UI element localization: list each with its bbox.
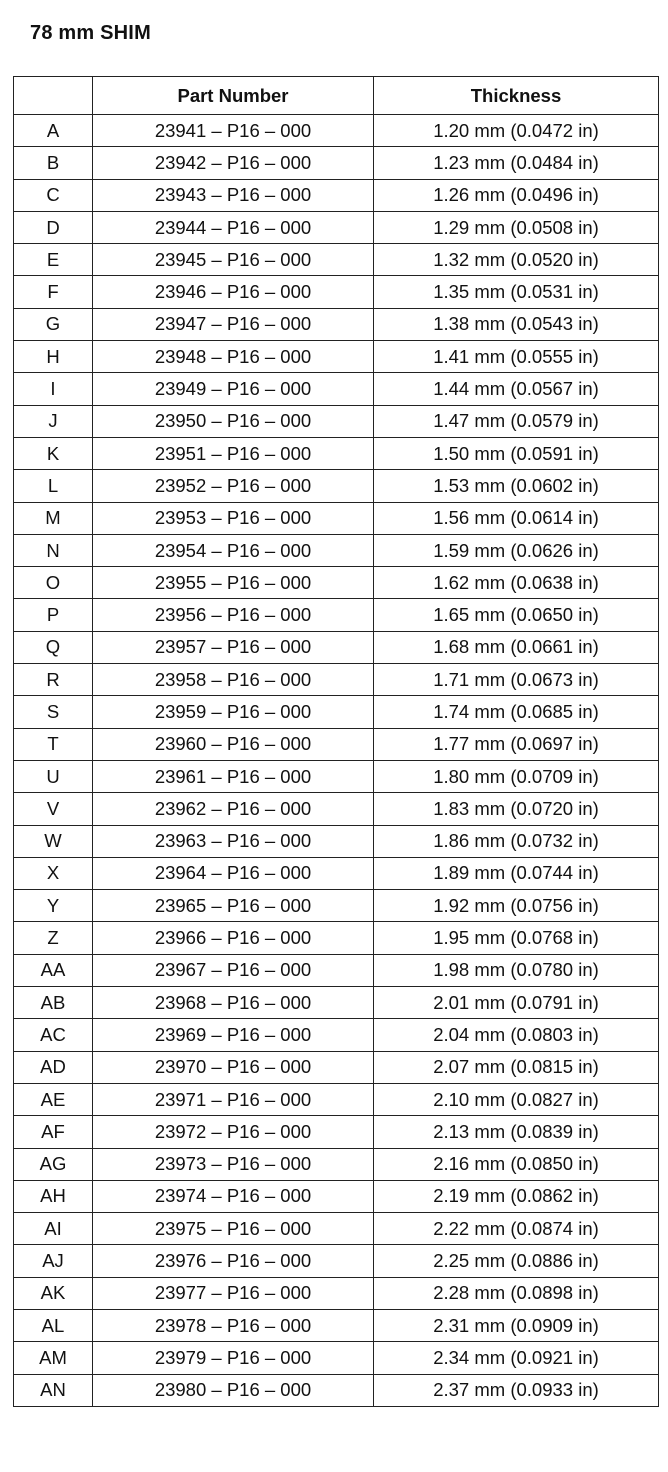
- table-row: [14, 1309, 659, 1341]
- table-row: [14, 631, 659, 663]
- part-number-cell: 23975 – P16 – 000: [93, 1213, 374, 1245]
- part-number-cell: 23964 – P16 – 000: [93, 857, 374, 889]
- table-row: [14, 437, 659, 469]
- shim-code-cell: AH: [14, 1180, 93, 1212]
- shim-code-cell: S: [14, 696, 93, 728]
- header-thickness: Thickness: [374, 77, 659, 115]
- table-row: [14, 664, 659, 696]
- table-row: [14, 1245, 659, 1277]
- thickness-cell: 1.92 mm (0.0756 in): [374, 890, 659, 922]
- table-row: [14, 341, 659, 373]
- shim-code-cell: AD: [14, 1051, 93, 1083]
- thickness-cell: 2.31 mm (0.0909 in): [374, 1309, 659, 1341]
- table-row: [14, 534, 659, 566]
- table-row: [14, 1148, 659, 1180]
- thickness-cell: 2.13 mm (0.0839 in): [374, 1116, 659, 1148]
- table-row: [14, 599, 659, 631]
- thickness-cell: 1.53 mm (0.0602 in): [374, 470, 659, 502]
- table-row: [14, 760, 659, 792]
- part-number-cell: 23947 – P16 – 000: [93, 308, 374, 340]
- table-row: [14, 373, 659, 405]
- shim-code-cell: I: [14, 373, 93, 405]
- table-row: [14, 987, 659, 1019]
- thickness-cell: 1.23 mm (0.0484 in): [374, 147, 659, 179]
- shim-code-cell: R: [14, 664, 93, 696]
- table-row: [14, 696, 659, 728]
- shim-code-cell: Y: [14, 890, 93, 922]
- thickness-cell: 1.98 mm (0.0780 in): [374, 954, 659, 986]
- part-number-cell: 23943 – P16 – 000: [93, 179, 374, 211]
- shim-code-cell: H: [14, 341, 93, 373]
- thickness-cell: 2.04 mm (0.0803 in): [374, 1019, 659, 1051]
- shim-code-cell: B: [14, 147, 93, 179]
- part-number-cell: 23951 – P16 – 000: [93, 437, 374, 469]
- thickness-cell: 1.35 mm (0.0531 in): [374, 276, 659, 308]
- thickness-cell: 2.22 mm (0.0874 in): [374, 1213, 659, 1245]
- thickness-cell: 1.83 mm (0.0720 in): [374, 793, 659, 825]
- thickness-cell: 1.80 mm (0.0709 in): [374, 760, 659, 792]
- shim-code-cell: M: [14, 502, 93, 534]
- shim-code-cell: AJ: [14, 1245, 93, 1277]
- table-row: [14, 825, 659, 857]
- thickness-cell: 1.41 mm (0.0555 in): [374, 341, 659, 373]
- table-row: [14, 1083, 659, 1115]
- table-row: [14, 244, 659, 276]
- table-row: [14, 890, 659, 922]
- shim-code-cell: AE: [14, 1083, 93, 1115]
- thickness-cell: 1.38 mm (0.0543 in): [374, 308, 659, 340]
- part-number-cell: 23955 – P16 – 000: [93, 567, 374, 599]
- shim-code-cell: AB: [14, 987, 93, 1019]
- part-number-cell: 23968 – P16 – 000: [93, 987, 374, 1019]
- table-row: [14, 179, 659, 211]
- part-number-cell: 23948 – P16 – 000: [93, 341, 374, 373]
- table-row: [14, 147, 659, 179]
- shim-code-cell: AL: [14, 1309, 93, 1341]
- part-number-cell: 23974 – P16 – 000: [93, 1180, 374, 1212]
- thickness-cell: 1.32 mm (0.0520 in): [374, 244, 659, 276]
- header-code: [14, 77, 93, 115]
- thickness-cell: 2.01 mm (0.0791 in): [374, 987, 659, 1019]
- part-number-cell: 23944 – P16 – 000: [93, 211, 374, 243]
- part-number-cell: 23942 – P16 – 000: [93, 147, 374, 179]
- shim-code-cell: AM: [14, 1342, 93, 1374]
- thickness-cell: 2.10 mm (0.0827 in): [374, 1083, 659, 1115]
- table-row: [14, 115, 659, 147]
- part-number-cell: 23965 – P16 – 000: [93, 890, 374, 922]
- table-header: [14, 77, 659, 115]
- shim-code-cell: X: [14, 857, 93, 889]
- shim-code-cell: A: [14, 115, 93, 147]
- shim-code-cell: AK: [14, 1277, 93, 1309]
- table-row: [14, 922, 659, 954]
- table-row: [14, 567, 659, 599]
- thickness-cell: 1.59 mm (0.0626 in): [374, 534, 659, 566]
- table-row: [14, 1180, 659, 1212]
- table-row: [14, 728, 659, 760]
- thickness-cell: 1.65 mm (0.0650 in): [374, 599, 659, 631]
- table-row: [14, 276, 659, 308]
- thickness-cell: 2.19 mm (0.0862 in): [374, 1180, 659, 1212]
- thickness-cell: 1.86 mm (0.0732 in): [374, 825, 659, 857]
- part-number-cell: 23970 – P16 – 000: [93, 1051, 374, 1083]
- shim-code-cell: AA: [14, 954, 93, 986]
- shim-code-cell: J: [14, 405, 93, 437]
- header-part-number: Part Number: [93, 77, 374, 115]
- thickness-cell: 2.07 mm (0.0815 in): [374, 1051, 659, 1083]
- table-row: [14, 1116, 659, 1148]
- table-row: [14, 1374, 659, 1406]
- thickness-cell: 1.20 mm (0.0472 in): [374, 115, 659, 147]
- page-title: 78 mm SHIM: [30, 22, 151, 44]
- shim-code-cell: F: [14, 276, 93, 308]
- part-number-cell: 23960 – P16 – 000: [93, 728, 374, 760]
- shim-code-cell: AI: [14, 1213, 93, 1245]
- part-number-cell: 23945 – P16 – 000: [93, 244, 374, 276]
- table-row: [14, 308, 659, 340]
- part-number-cell: 23976 – P16 – 000: [93, 1245, 374, 1277]
- thickness-cell: 2.37 mm (0.0933 in): [374, 1374, 659, 1406]
- thickness-cell: 1.89 mm (0.0744 in): [374, 857, 659, 889]
- thickness-cell: 1.47 mm (0.0579 in): [374, 405, 659, 437]
- thickness-cell: 1.77 mm (0.0697 in): [374, 728, 659, 760]
- thickness-cell: 1.50 mm (0.0591 in): [374, 437, 659, 469]
- shim-code-cell: U: [14, 760, 93, 792]
- shim-code-cell: T: [14, 728, 93, 760]
- thickness-cell: 2.28 mm (0.0898 in): [374, 1277, 659, 1309]
- shim-code-cell: Q: [14, 631, 93, 663]
- shim-code-cell: G: [14, 308, 93, 340]
- shim-code-cell: AC: [14, 1019, 93, 1051]
- table-row: [14, 857, 659, 889]
- shim-code-cell: K: [14, 437, 93, 469]
- shim-code-cell: D: [14, 211, 93, 243]
- shim-code-cell: N: [14, 534, 93, 566]
- part-number-cell: 23949 – P16 – 000: [93, 373, 374, 405]
- part-number-cell: 23963 – P16 – 000: [93, 825, 374, 857]
- part-number-cell: 23969 – P16 – 000: [93, 1019, 374, 1051]
- table-row: [14, 1019, 659, 1051]
- part-number-cell: 23952 – P16 – 000: [93, 470, 374, 502]
- part-number-cell: 23958 – P16 – 000: [93, 664, 374, 696]
- part-number-cell: 23954 – P16 – 000: [93, 534, 374, 566]
- part-number-cell: 23957 – P16 – 000: [93, 631, 374, 663]
- part-number-cell: 23977 – P16 – 000: [93, 1277, 374, 1309]
- shim-code-cell: C: [14, 179, 93, 211]
- table-row: [14, 954, 659, 986]
- table-row: [14, 502, 659, 534]
- part-number-cell: 23959 – P16 – 000: [93, 696, 374, 728]
- shim-code-cell: P: [14, 599, 93, 631]
- part-number-cell: 23971 – P16 – 000: [93, 1083, 374, 1115]
- shim-code-cell: AN: [14, 1374, 93, 1406]
- table-body: [14, 115, 659, 1407]
- part-number-cell: 23946 – P16 – 000: [93, 276, 374, 308]
- shim-code-cell: Z: [14, 922, 93, 954]
- thickness-cell: 2.16 mm (0.0850 in): [374, 1148, 659, 1180]
- shim-code-cell: O: [14, 567, 93, 599]
- table-row: [14, 1213, 659, 1245]
- table-row: [14, 1342, 659, 1374]
- part-number-cell: 23950 – P16 – 000: [93, 405, 374, 437]
- part-number-cell: 23953 – P16 – 000: [93, 502, 374, 534]
- thickness-cell: 1.29 mm (0.0508 in): [374, 211, 659, 243]
- shim-code-cell: AF: [14, 1116, 93, 1148]
- table-row: [14, 211, 659, 243]
- part-number-cell: 23961 – P16 – 000: [93, 760, 374, 792]
- table-row: [14, 405, 659, 437]
- thickness-cell: 1.62 mm (0.0638 in): [374, 567, 659, 599]
- part-number-cell: 23966 – P16 – 000: [93, 922, 374, 954]
- thickness-cell: 1.74 mm (0.0685 in): [374, 696, 659, 728]
- part-number-cell: 23967 – P16 – 000: [93, 954, 374, 986]
- thickness-cell: 1.26 mm (0.0496 in): [374, 179, 659, 211]
- part-number-cell: 23979 – P16 – 000: [93, 1342, 374, 1374]
- part-number-cell: 23973 – P16 – 000: [93, 1148, 374, 1180]
- table-row: [14, 793, 659, 825]
- thickness-cell: 1.68 mm (0.0661 in): [374, 631, 659, 663]
- header-row: [14, 77, 659, 115]
- thickness-cell: 1.71 mm (0.0673 in): [374, 664, 659, 696]
- part-number-cell: 23941 – P16 – 000: [93, 115, 374, 147]
- part-number-cell: 23972 – P16 – 000: [93, 1116, 374, 1148]
- shim-code-cell: W: [14, 825, 93, 857]
- shim-code-cell: V: [14, 793, 93, 825]
- shim-table: [13, 76, 659, 1407]
- thickness-cell: 2.34 mm (0.0921 in): [374, 1342, 659, 1374]
- table-row: [14, 470, 659, 502]
- shim-code-cell: AG: [14, 1148, 93, 1180]
- part-number-cell: 23980 – P16 – 000: [93, 1374, 374, 1406]
- shim-code-cell: E: [14, 244, 93, 276]
- thickness-cell: 1.95 mm (0.0768 in): [374, 922, 659, 954]
- table-row: [14, 1277, 659, 1309]
- thickness-cell: 1.44 mm (0.0567 in): [374, 373, 659, 405]
- table-row: [14, 1051, 659, 1083]
- part-number-cell: 23962 – P16 – 000: [93, 793, 374, 825]
- thickness-cell: 1.56 mm (0.0614 in): [374, 502, 659, 534]
- shim-code-cell: L: [14, 470, 93, 502]
- part-number-cell: 23956 – P16 – 000: [93, 599, 374, 631]
- part-number-cell: 23978 – P16 – 000: [93, 1309, 374, 1341]
- thickness-cell: 2.25 mm (0.0886 in): [374, 1245, 659, 1277]
